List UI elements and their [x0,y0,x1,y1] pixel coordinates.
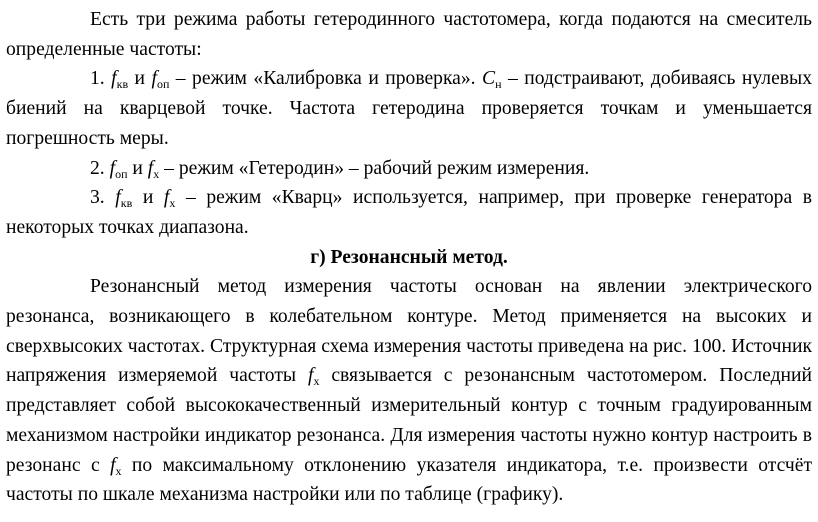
resonant-fx-2-sub: x [115,463,122,478]
section-heading: г) Резонансный метод. [310,246,508,268]
mode-1-freq-1-sub: кв [116,77,129,92]
resonant-fx-1-sub: x [313,374,320,389]
mode-2-freq-1: f [109,157,116,179]
mode-1-freq-2-sub: оп [156,77,170,92]
mode-1-text-b: – подстраивают, добиваясь нулевых биений на кварцевой точке. Частота гетеродина проверяется точкам и уменьшается погрешность меры. [6,68,812,149]
mode-3-text-a: – режим «Кварц» используется, например, при проверке генератора в некоторых точках диапазона. [6,187,812,238]
intro-text: Есть три режима работы гетеродинного частотомера, когда подаются на смеситель определенные частоты: [6,9,812,60]
mode-3-conj: и [132,187,164,209]
mode-3-freq-2: f [163,187,170,209]
resonant-fx-2: f [110,454,116,476]
mode-1-paragraph [6,64,812,153]
mode-3-freq-1: f [115,187,121,209]
mode-2-freq-1-sub: оп [115,166,128,181]
mode-3-number: 3. [90,187,105,209]
mode-3-paragraph [6,183,812,242]
mode-2-conj: и [127,157,148,179]
mode-2-freq-2-sub: х [153,166,160,181]
mode-1-capacitor-sub: н [495,77,502,92]
mode-2-number: 2. [90,157,105,179]
mode-1-capacitor: C [482,68,496,90]
mode-2-paragraph [6,154,812,184]
mode-1-conj: и [128,68,152,90]
mode-1-freq-2: f [151,68,157,90]
mode-1-freq-1: f [111,68,117,90]
mode-1-text-a: – режим «Калибровка и проверка». [169,68,483,90]
mode-3-freq-1-sub: кв [120,196,133,211]
resonant-text-1: Резонансный метод измерения частоты основан на явлении электрического резонанса, возникающего в колебательном контуре. Метод применяется на высоких и сверхвысоких частотах. Структурная схема измерения частоты приведена на рис. 100. Источник напряжения измеряемой частоты [6,276,812,387]
resonant-text-2: связывается с резонансным частотомером. Последний представляет собой высококачественный измерительный контур с точным градуированным механизмом настройки индикатор резонанса. Для измерения частоты нужно контур настроить в резонанс с [6,365,812,476]
mode-3-freq-2-sub: х [169,196,176,211]
mode-1-number: 1. [90,68,105,90]
mode-2-freq-2: f [147,157,154,179]
resonant-text-3: по максимальному отклонению указателя индикатора, т.е. произвести отсчёт частоты по шкале механизма настройки или по таблице (графику). [6,454,813,506]
intro-paragraph [6,5,812,64]
resonant-method-paragraph [6,272,812,510]
resonant-fx-1: f [307,365,314,387]
mode-2-text-a: – режим «Гетеродин» – рабочий режим измерения. [159,157,590,179]
